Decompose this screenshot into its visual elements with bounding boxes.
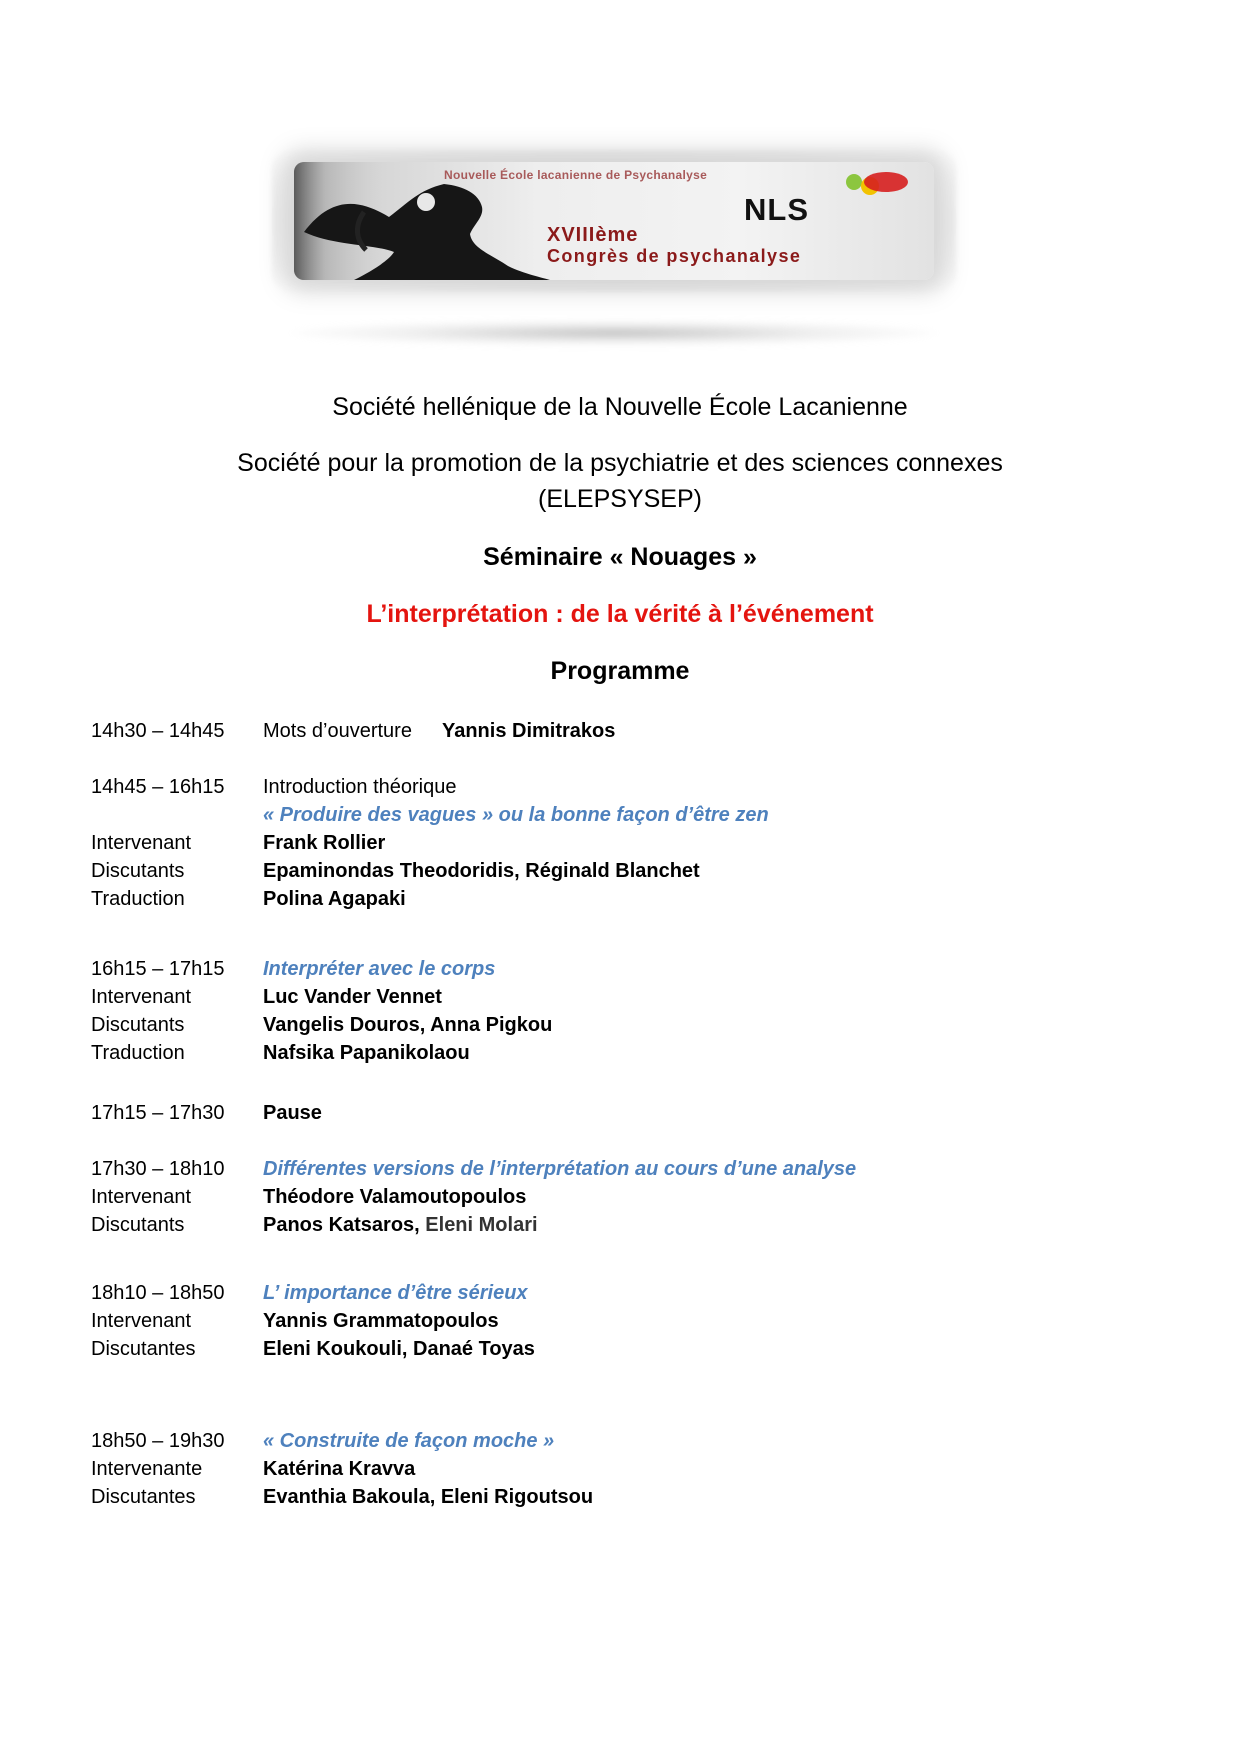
speaker-name: Théodore Valamoutopoulos — [263, 1186, 527, 1208]
session-time: 18h50 – 19h30 — [91, 1430, 225, 1452]
discussant-name-2: Eleni Molari — [419, 1214, 538, 1236]
speaker-name: Yannis Dimitrakos — [441, 720, 616, 742]
talk-title: « Construite de façon moche » — [263, 1430, 555, 1452]
session-time: 14h45 – 16h15 — [91, 776, 225, 798]
seminar-subtitle: L’interprétation : de la vérité à l’événement — [366, 600, 874, 628]
speaker-name: Katérina Kravva — [263, 1458, 416, 1480]
session-time: 17h30 – 18h10 — [91, 1158, 225, 1180]
banner-school-name: Nouvelle École lacanienne de Psychanalyse — [444, 168, 708, 182]
talk-title: Interpréter avec le corps — [263, 958, 496, 980]
translator-name: Nafsika Papanikolaou — [263, 1042, 470, 1064]
programme-heading: Programme — [550, 657, 690, 685]
role-label: Intervenant — [91, 986, 192, 1008]
banner-reflection — [292, 320, 936, 346]
translator-name: Polina Agapaki — [263, 888, 406, 910]
role-label: Discutantes — [91, 1338, 196, 1360]
talk-title: « Produire des vagues » ou la bonne façon d’être zen — [263, 804, 769, 826]
role-label: Intervenant — [91, 832, 192, 854]
banner-congress-name: Congrès de psychanalyse — [547, 246, 802, 266]
banner-nls-logo: NLS — [744, 192, 809, 227]
seminar-title: Séminaire « Nouages » — [483, 543, 757, 571]
session-label: Pause — [263, 1102, 322, 1124]
banner-edition: XVIIIème — [547, 224, 639, 246]
role-label: Discutants — [91, 1214, 185, 1236]
organizer-2-line-2: (ELEPSYSEP) — [538, 485, 702, 513]
discussant-name-1: Panos Katsaros, — [263, 1214, 420, 1236]
role-label: Intervenant — [91, 1186, 192, 1208]
organizer-2-line-1: Société pour la promotion de la psychiatrie et des sciences connexes — [237, 449, 1003, 477]
nls-color-dots-icon — [842, 172, 912, 212]
role-label: Intervenante — [91, 1458, 203, 1480]
congress-banner — [272, 150, 956, 346]
banner-image — [294, 162, 934, 280]
session-label: Introduction théorique — [263, 776, 457, 798]
session-time: 18h10 – 18h50 — [91, 1282, 225, 1304]
talk-title: Différentes versions de l’interprétation au cours d’une analyse — [263, 1158, 857, 1180]
role-label: Traduction — [91, 888, 185, 910]
speaker-name: Frank Rollier — [263, 832, 386, 854]
discussant-names: Epaminondas Theodoridis, Réginald Blanchet — [263, 860, 700, 882]
discussant-names — [263, 1211, 538, 1239]
session-detail — [263, 717, 615, 745]
talk-title: L’ importance d’être sérieux — [263, 1282, 528, 1304]
discussant-names: Eleni Koukouli, Danaé Toyas — [263, 1338, 535, 1360]
role-label: Traduction — [91, 1042, 185, 1064]
session-time: 17h15 – 17h30 — [91, 1102, 225, 1124]
role-label: Discutantes — [91, 1486, 196, 1508]
speaker-name: Yannis Grammatopoulos — [263, 1310, 499, 1332]
discussant-names: Vangelis Douros, Anna Pigkou — [263, 1014, 553, 1036]
discussant-names: Evanthia Bakoula, Eleni Rigoutsou — [263, 1486, 594, 1508]
organizer-1: Société hellénique de la Nouvelle École Lacanienne — [332, 393, 908, 421]
role-label: Discutants — [91, 1014, 185, 1036]
session-time: 14h30 – 14h45 — [91, 720, 225, 742]
role-label: Intervenant — [91, 1310, 192, 1332]
session-label: Mots d’ouverture — [263, 720, 412, 742]
session-time: 16h15 – 17h15 — [91, 958, 225, 980]
role-label: Discutants — [91, 860, 185, 882]
speaker-name: Luc Vander Vennet — [263, 986, 442, 1008]
